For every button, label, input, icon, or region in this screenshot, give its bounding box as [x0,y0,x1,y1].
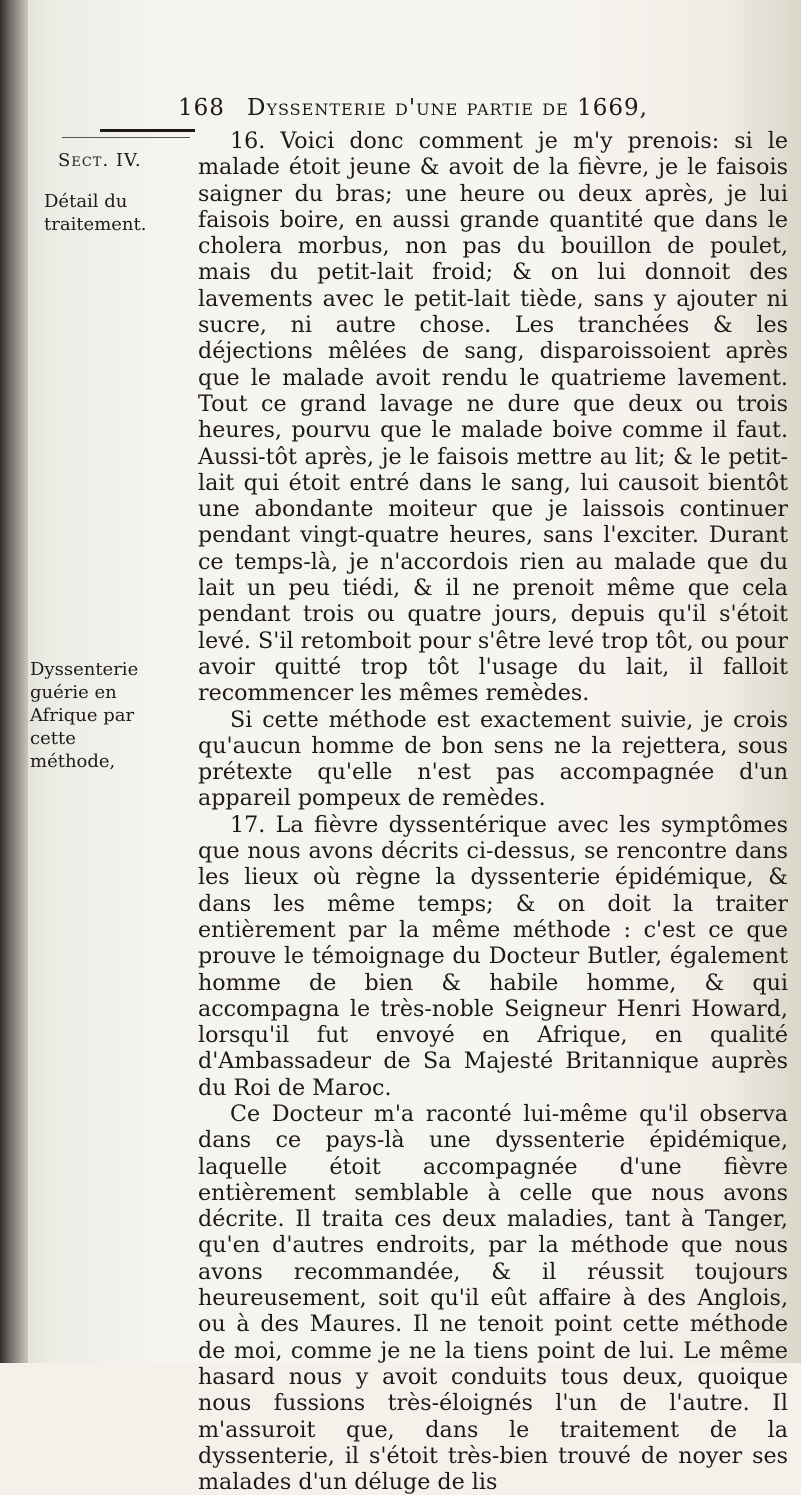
thin-rule [62,137,190,138]
paragraph-16: 16. Voici donc comment je m'y prenois: si le malade étoit jeune & avoit de la fièvre, je le faisois saigner du bras; une heure ou deux après, je lui faisois boire, en aussi grande quantité que dans le cholera morbus, non pas du bouillon de poulet, mais du petit-lait froid; & on lui donnoit des lavements avec le petit-lait tiède, sans y ajouter ni sucre, ni autre chose. Les tranchées & les déjections mêlées de sang, disparoissoient après que le malade avoit rendu le quatrieme lavement. Tout ce grand lavage ne dure que deux ou trois heures, pourvu que le malade boive comme il faut. Aussi-tôt après, je le faisois mettre au lit; & le petit-lait qui étoit entré dans le sang, lui causoit bientôt une abondante moiteur que je laissois continuer pendant vingt-quatre heures, sans l'exciter. Durant ce temps-là, je n'accordois rien au malade que du lait un peu tiédi, & il ne prenoit même que cela pendant trois ou quatre jours, depuis qu'il s'étoit levé. S'il retomboit pour s'être levé trop tôt, ou pour avoir quitté trop tôt l'usage du lait, il falloit recommencer les mêmes remèdes. [198,128,788,707]
body-text [198,128,788,1495]
margin-note-detail: Détail du traitement. [44,191,147,235]
page-number: 168 [178,95,225,121]
paragraph-method: Si cette méthode est exactement suivie, je crois qu'aucun homme de bon sens ne la rejettera, sous prétexte qu'elle n'est pas accompagnée d'un appareil pompeux de remèdes. [198,706,788,812]
paragraph-butler: Ce Docteur m'a raconté lui-même qu'il observa dans ce pays-là une dyssenterie épidémique, laquelle étoit accompagnée d'une fièvre entièrement semblable à celle que nous avons décrite. Il traita ces deux maladies, tant à Tanger, qu'en d'autres endroits, par la méthode que nous avons recommandée, & il réussit toujours heureusement, soit qu'il eût affaire à des Anglois, ou à des Maures. Il ne tenoit point cette méthode de moi, comme je ne la tiens point de lui. Le même hasard nous y avoit conduits tous deux, quoique nous fussions très-éloignés l'un de l'autre. Il m'assuroit que, dans le traitement de la dyssenterie, il s'étoit très-bien trouvé de noyer ses malades d'un déluge de lis [198,1100,788,1495]
page-edge-shadow [0,0,28,1363]
running-title: Dyssenterie d'une partie de 1669, [247,95,648,121]
paragraph-17: 17. La fièvre dyssentérique avec les symptômes que nous avons décrits ci-dessus, se rencontre dans les lieux où règne la dyssenterie épidémique, & dans les même temps; & on doit la traiter entièrement par la même méthode : c'est ce que prouve le témoignage du Docteur Butler, également homme de bien & habile homme, & qui accompagna le très-noble Seigneur Henri Howard, lorsqu'il fut envoyé en Afrique, en qualité d'Ambassadeur de Sa Majesté Britannique auprès du Roi de Maroc. [198,811,788,1101]
ornamental-rule [100,129,195,132]
margin-note-dysentery: Dyssenterie guérie en Afrique par cette méthode, [30,659,139,772]
section-label: Sect. IV. [58,150,142,171]
